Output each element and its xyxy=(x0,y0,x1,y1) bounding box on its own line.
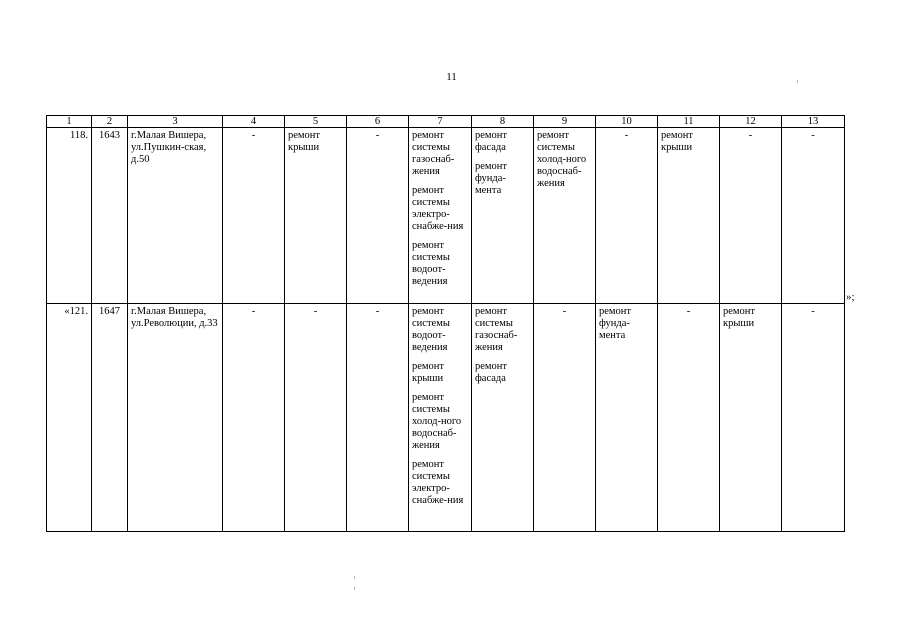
table-cell xyxy=(720,304,782,532)
cell-text: ремонт системы холод-ного водоснаб-жения xyxy=(412,392,462,451)
table-cell xyxy=(47,304,92,532)
table-cell xyxy=(409,304,472,532)
cell-text: - xyxy=(811,306,815,317)
cell-text: - xyxy=(811,130,815,141)
cell-text: ремонт крыши xyxy=(723,306,756,329)
column-header: 6 xyxy=(347,116,409,128)
column-header: 3 xyxy=(128,116,223,128)
table-row xyxy=(47,128,845,304)
cell-text: - xyxy=(375,130,380,141)
cell-text: - xyxy=(748,130,753,141)
table-row xyxy=(47,304,845,532)
table-cell xyxy=(92,128,128,304)
cell-text: ремонт крыши xyxy=(661,130,694,153)
column-header: 5 xyxy=(285,116,347,128)
table-cell xyxy=(347,128,409,304)
cell-text: г.Малая Вишера, ул.Революции, д.33 xyxy=(131,306,218,329)
cell-text: ремонт системы водоот-ведения xyxy=(412,306,450,353)
table-cell xyxy=(658,304,720,532)
cell-text: ремонт системы холод-ного водоснаб-жения xyxy=(537,130,587,189)
cell-text: - xyxy=(251,130,256,141)
cell-text: ремонт фасада xyxy=(475,130,508,153)
repair-schedule-table xyxy=(46,115,845,532)
table-cell xyxy=(223,304,285,532)
cell-text: ремонт системы электро-снабже-ния xyxy=(412,185,464,232)
cell-text: «121. xyxy=(64,306,88,317)
page-number: 11 xyxy=(446,71,457,83)
cell-text: - xyxy=(624,130,629,141)
cell-text: ремонт системы водоот-ведения xyxy=(412,240,450,287)
column-header: 4 xyxy=(223,116,285,128)
cell-text: ремонт крыши xyxy=(412,361,445,384)
table-cell xyxy=(128,128,223,304)
scan-speck xyxy=(797,80,798,83)
cell-text: ремонт фунда-мента xyxy=(599,306,632,341)
column-header: 7 xyxy=(409,116,472,128)
cell-text: - xyxy=(313,306,318,317)
scan-speck xyxy=(354,576,355,579)
header-row xyxy=(47,116,845,128)
cell-text: - xyxy=(562,306,567,317)
cell-text: - xyxy=(686,306,691,317)
table-cell xyxy=(720,128,782,304)
cell-text: ремонт фасада xyxy=(475,361,508,384)
table-cell xyxy=(128,304,223,532)
table-cell xyxy=(47,128,92,304)
table-cell xyxy=(596,304,658,532)
cell-text: ремонт системы электро-снабже-ния xyxy=(412,459,464,506)
cell-text: г.Малая Вишера, ул.Пушкин-ская, д.50 xyxy=(131,130,207,165)
closing-mark: »; xyxy=(846,291,855,303)
cell-text: 1647 xyxy=(99,306,120,317)
cell-text: 118. xyxy=(70,130,88,141)
column-header: 11 xyxy=(658,116,720,128)
scan-speck xyxy=(354,587,355,590)
cell-text: 1643 xyxy=(99,130,120,141)
cell-text: - xyxy=(375,306,380,317)
cell-text: ремонт крыши xyxy=(288,130,321,153)
column-header: 12 xyxy=(720,116,782,128)
table-cell xyxy=(347,304,409,532)
table-cell xyxy=(285,128,347,304)
cell-text: ремонт системы газоснаб-жения xyxy=(412,130,455,177)
table-cell xyxy=(658,128,720,304)
cell-text: ремонт системы газоснаб-жения xyxy=(475,306,518,353)
column-header: 10 xyxy=(596,116,658,128)
cell-text: ремонт фунда-мента xyxy=(475,161,508,196)
table-cell xyxy=(472,128,534,304)
table-cell xyxy=(782,304,845,532)
table-cell xyxy=(285,304,347,532)
column-header: 9 xyxy=(534,116,596,128)
cell-text: - xyxy=(251,306,256,317)
table-cell xyxy=(782,128,845,304)
column-header: 2 xyxy=(92,116,128,128)
table-cell xyxy=(534,304,596,532)
table-cell xyxy=(472,304,534,532)
column-header: 8 xyxy=(472,116,534,128)
table-cell xyxy=(223,128,285,304)
column-header: 1 xyxy=(47,116,92,128)
table-cell xyxy=(409,128,472,304)
table-cell xyxy=(534,128,596,304)
column-header: 13 xyxy=(782,116,845,128)
table-cell xyxy=(596,128,658,304)
table-cell xyxy=(92,304,128,532)
